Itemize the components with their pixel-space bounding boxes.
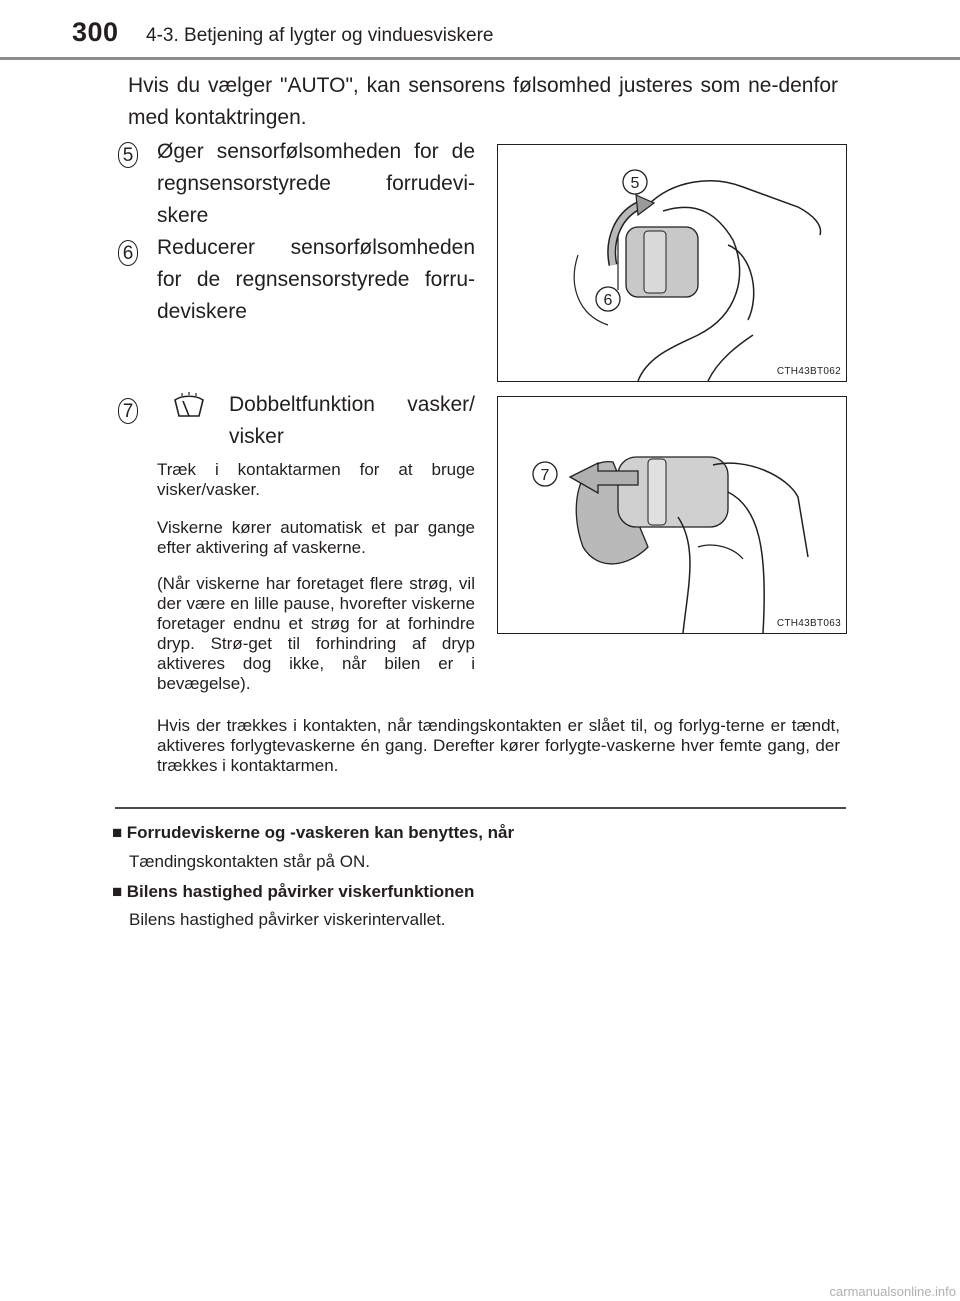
sensor-ring-illustration	[498, 145, 846, 381]
item-5-text: Øger sensorfølsomheden for de regnsensorstyrede forrudevi-skere	[157, 140, 475, 227]
windshield-washer-icon	[172, 392, 206, 422]
note-2-bullet: ■	[112, 882, 123, 901]
note-2-title: Bilens hastighed påvirker viskerfunktionen	[126, 882, 475, 901]
figure-sensor-ring	[497, 144, 847, 382]
item-5-badge: 5	[118, 142, 138, 168]
item-7-title: Dobbeltfunktion vasker/ visker	[229, 393, 475, 448]
figure-code-2: CTH43BT063	[776, 618, 841, 629]
item-7-paragraph-2: Viskerne kører automatisk et par gange efter aktivering af vaskerne.	[157, 518, 475, 557]
item-7-paragraph-3: (Når viskerne har foretaget flere strøg, vil der være en lille pause, hvorefter viskerne foretager endnu et strøg for at forhindre dryp. Strø-get til forhindring af dryp aktiveres dog ikke, når bilen er i bevægelse).	[157, 574, 475, 693]
watermark: carmanualsonline.info	[829, 1284, 956, 1299]
figure-code-1: CTH43BT062	[776, 366, 841, 377]
fig2-callout-7: 7	[540, 467, 550, 484]
note-1-bullet: ■	[112, 823, 123, 842]
item-6-text: Reducerer sensorfølsomheden for de regnsensorstyrede forru-deviskere	[157, 236, 475, 323]
note-2-body: Bilens hastighed påvirker viskerintervallet.	[129, 910, 446, 929]
note-2	[112, 882, 852, 902]
item-7-paragraph-4: Hvis der trækkes i kontakten, når tændingskontakten er slået til, og forlyg-terne er tændt, aktiveres forlygtevaskerne én gang. Derefter kører forlygte-vaskerne hver femte gang, der trækkes i kontaktarmen.	[157, 716, 840, 775]
item-6-badge: 6	[118, 240, 138, 266]
figure-washer-pull	[497, 396, 847, 634]
header-rule	[0, 57, 960, 60]
fig1-callout-6: 6	[603, 292, 613, 309]
intro-paragraph: Hvis du vælger "AUTO", kan sensorens følsomhed justeres som ne-denfor med kontaktringen.	[128, 74, 838, 129]
washer-pull-illustration	[498, 397, 846, 633]
note-1	[112, 823, 852, 843]
note-1-title: Forrudeviskerne og -vaskeren kan benyttes, når	[126, 823, 515, 842]
item-7-paragraph-1: Træk i kontaktarmen for at bruge visker/vasker.	[157, 460, 475, 499]
fig1-callout-5: 5	[630, 175, 640, 192]
item-7-badge: 7	[118, 398, 138, 424]
section-divider	[115, 807, 846, 809]
section-title: 4-3. Betjening af lygter og vinduesviskere	[146, 25, 494, 46]
note-1-body: Tændingskontakten står på ON.	[129, 852, 370, 871]
page-number: 300	[72, 17, 119, 47]
